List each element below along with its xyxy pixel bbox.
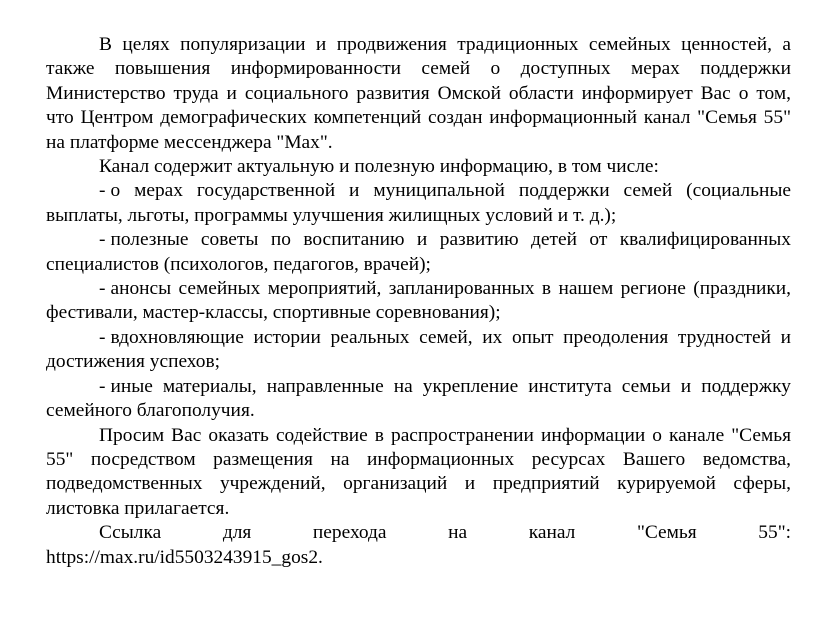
list-item (46, 228, 791, 277)
list-item-text: вдохновляющие истории реальных семей, их опыт преодоления трудностей и достижения успехов; (46, 326, 791, 373)
list-item-text: анонсы семейных мероприятий, запланированных в нашем регионе (праздники, фестивали, мастер-классы, спортивные соревнования); (46, 278, 791, 324)
bullet-dash: - (99, 278, 106, 300)
bullet-dash: - (99, 180, 106, 202)
list-item (46, 277, 791, 326)
channel-link-paragraph (46, 546, 791, 570)
request-paragraph: Просим Вас оказать содействие в распространении информации о канале "Семья 55" посредством размещения на информационных ресурсах Вашего ведомства, подведомственных учреждений, организаций и предприятий курируемой сферы, листовка прилагается. (46, 424, 791, 519)
intro-paragraph: В целях популяризации и продвижения традиционных семейных ценностей, а также повышения информированности семей о доступных мерах поддержки Министерство труда и социального развития Омской области информирует Вас о том, что Центром демографических компетенций создан информационный канал "Семья 55" на платформе мессенджера "Max". (46, 34, 791, 153)
list-item (46, 179, 791, 228)
list-item (46, 326, 791, 375)
list-item-text: о мерах государственной и муниципальной поддержки семей (социальные выплаты, льготы, программы улучшения жилищных условий и т. д.); (46, 180, 791, 226)
link-intro-paragraph: Ссылка для перехода на канал "Семья 55": (99, 522, 791, 544)
list-item-text: полезные советы по воспитанию и развитию детей от квалифицированных специалистов (психологов, педагогов, врачей); (46, 229, 791, 275)
list-item-text: иные материалы, направленные на укрепление института семьи и поддержку семейного благополучия. (46, 375, 791, 422)
bullet-dash: - (99, 229, 106, 251)
list-item (46, 375, 791, 424)
channel-link[interactable]: https://max.ru/id5503243915_gos2. (46, 546, 323, 568)
bullet-dash: - (99, 326, 106, 348)
channel-contents-paragraph: Канал содержит актуальную и полезную информацию, в том числе: (99, 156, 659, 178)
bullet-dash: - (99, 375, 106, 397)
letter-body (46, 33, 791, 570)
